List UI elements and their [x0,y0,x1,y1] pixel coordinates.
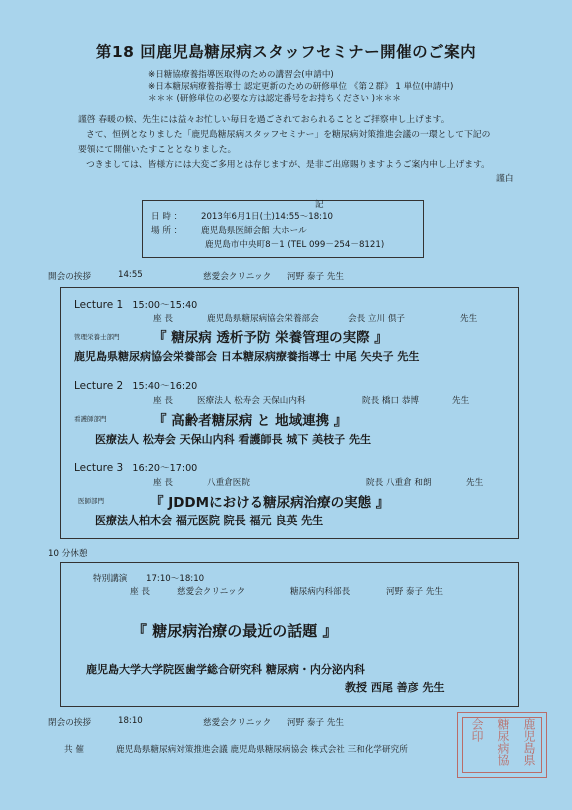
seal-text-1: 鹿児島県 [522,718,536,766]
subtitle-note-3: ＊＊＊ (研修単位の必要な方は認定番号をお持ちください )＊＊＊ [148,94,401,104]
opening-time: 14:55 [118,270,143,280]
lecture-3-theme: 『 JDDMにおける糖尿病治療の実態 』 [150,495,390,511]
closing-time: 18:10 [118,716,143,726]
address-value: 鹿児島市中央町8－1 (TEL 099－254－8121) [205,240,385,250]
lecture-1-header [74,297,197,311]
special-speaker-org: 鹿児島大学大学院医歯学総合研究科 糖尿病・内分泌内科 [86,663,365,676]
lecture-2-chair-org: 医療法人 松寿会 天保山内科 [197,396,306,406]
lecture-1-chair-org: 鹿児島県糖尿病協会栄養部会 [207,314,319,324]
association-seal [457,712,547,778]
special-theme: 『 糖尿病治療の最近の話題 』 [132,622,338,640]
lecture-1-label: Lecture 1 [74,299,124,311]
opening-label: 開会の挨拶 [48,272,91,282]
lecture-3-chair-role: 院長 八重倉 和朗 [366,478,432,488]
opening-person: 河野 泰子 先生 [287,272,345,282]
lecture-2-chair-label: 座 長 [153,396,173,406]
lecture-1-chair-label: 座 長 [153,314,173,324]
place-label: 場 所 ： [151,226,183,236]
closing-label: 閉会の挨拶 [48,718,91,728]
greeting-line-1: 謹啓 春暖の候、先生には益々お忙しい毎日を過ごされておられることとご拝察申し上げます。 [78,115,450,125]
page-title: 第18 回鹿児島糖尿病スタッフセミナー開催のご案内 [95,43,477,61]
special-chair-org: 慈愛会クリニック [177,587,246,597]
lecture-2-speaker: 医療法人 松寿会 天保山内科 看護師長 城下 美枝子 先生 [95,433,371,446]
lecture-1-speaker: 鹿児島県糖尿病協会栄養部会 日本糖尿病療養指導士 中尾 矢央子 先生 [74,350,420,363]
lecture-3-header [74,460,197,474]
subtitle-note-2: ※日本糖尿病療養指導士 認定更新のための研修単位 《第２群》 1 単位(申請中) [148,82,454,92]
special-chair-role: 糖尿病内科部長 [290,587,351,597]
ki-label: 記 [315,200,324,210]
lecture-3-speaker: 医療法人柏木会 福元医院 院長 福元 良英 先生 [95,514,324,527]
opening-org: 慈愛会クリニック [203,272,272,282]
place-value: 鹿児島県医師会館 大ホール [201,226,307,236]
sponsor-orgs: 鹿児島県糖尿病対策推進会議 鹿児島県糖尿病協会 株式会社 三和化学研究所 [116,745,408,755]
special-chair-name: 河野 泰子 先生 [386,587,444,597]
seal-text-2: 糖尿病協 [496,718,510,766]
lecture-1-chair-role: 会長 立川 倶子 [348,314,406,324]
seal-text-3: 会印 [470,718,484,742]
lecture-2-theme: 『 高齢者糖尿病 と 地域連携 』 [153,413,348,429]
sponsor-label: 共 催 [64,745,84,755]
lecture-1-dept: 管理栄養士部門 [74,333,120,341]
lecture-3-time: 16:20～17:00 [132,463,198,474]
lecture-2-header [74,378,197,392]
lecture-3-chair-label: 座 長 [153,478,173,488]
special-label: 特別講演 [93,574,128,584]
closing-person: 河野 泰子 先生 [287,718,345,728]
special-chair-label: 座 長 [130,587,150,597]
lecture-1-chair-suffix: 先生 [460,314,478,324]
lecture-1-time: 15:00～15:40 [132,300,198,311]
closing-org: 慈愛会クリニック [203,718,272,728]
lecture-2-label: Lecture 2 [74,380,124,392]
event-details-box [142,200,424,258]
special-time: 17:10～18:10 [146,574,205,584]
break-label: 10 分休憩 [48,549,88,559]
lecture-3-dept: 医師部門 [78,497,104,505]
lecture-2-dept: 看護師部門 [74,415,107,423]
subtitle-note-1: ※日糖協療養指導医取得のための講習会(申請中) [148,70,334,80]
lecture-2-time: 15:40～16:20 [132,381,198,392]
greeting-closing: 謹白 [496,174,514,184]
lecture-3-label: Lecture 3 [74,462,124,474]
lecture-2-chair-role: 院長 橋口 恭博 [362,396,420,406]
lecture-1-theme: 『 糖尿病 透析予防 栄養管理の実際 』 [153,330,388,346]
lecture-3-chair-suffix: 先生 [466,478,484,488]
date-value: 2013年6月1日(土)14:55～18:10 [201,212,334,222]
special-speaker-name: 教授 西尾 善彦 先生 [345,681,445,694]
date-label: 日 時 ： [151,212,183,222]
greeting-line-3: 要領にて開催いたすこととなりました。 [78,145,237,155]
lecture-3-chair-org: 八重倉医院 [207,478,250,488]
greeting-line-2: さて、恒例となりました「鹿児島糖尿病スタッフセミナー」を糖尿病対策推進会議の一環として下記の [86,130,491,140]
lecture-2-chair-suffix: 先生 [452,396,470,406]
greeting-line-4: つきましては、皆様方には大変ご多用とは存じますが、是非ご出席賜りますようご案内申し上げます。 [86,160,490,170]
